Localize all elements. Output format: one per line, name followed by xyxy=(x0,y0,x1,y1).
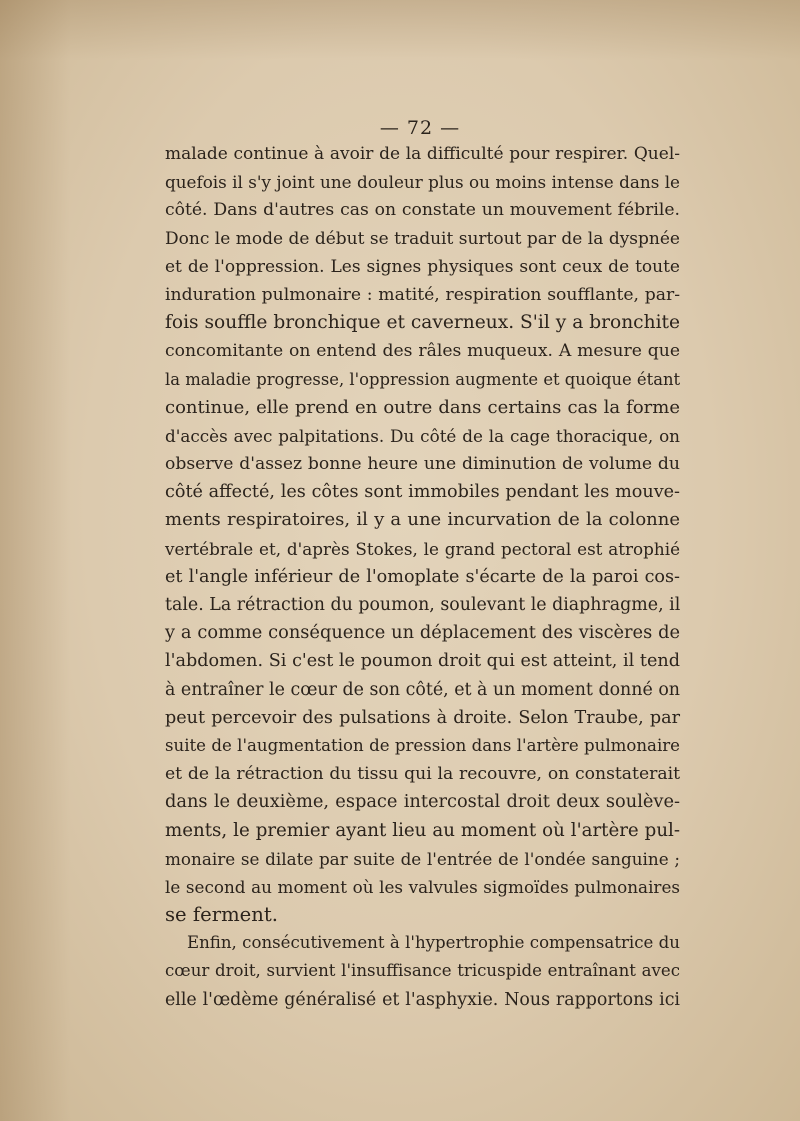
text-line: peut percevoir des pulsations à droite. Selon Traube, par xyxy=(165,707,680,728)
text-line: suite de l'augmentation de pression dans l'artère pulmonaire xyxy=(165,735,680,755)
text-line: la maladie progresse, l'oppression augmente et quoique étant xyxy=(165,369,681,389)
text-line: et l'angle inférieur de l'omoplate s'écarte de la paroi cos- xyxy=(165,566,680,587)
text-line: cœur droit, survient l'insuffisance tricuspide entraînant avec xyxy=(165,961,680,981)
text-line: concomitante on entend des râles muqueux. A mesure que xyxy=(165,341,680,362)
text-line-paragraph-end: se ferment. xyxy=(165,903,278,927)
text-line-paragraph-start: Enfin, consécutivement à l'hypertrophie compensatrice du xyxy=(187,933,680,953)
text-line: monaire se dilate par suite de l'entrée de l'ondée sanguine ; xyxy=(165,848,680,869)
body-text xyxy=(165,140,680,1014)
text-line: et de la rétraction du tissu qui la recouvre, on constaterait xyxy=(165,764,680,785)
text-line: y a comme conséquence un déplacement des viscères de xyxy=(165,622,680,644)
text-line: ments, le premier ayant lieu au moment où l'artère pul- xyxy=(165,819,680,841)
text-line: vertébrale et, d'après Stokes, le grand pectoral est atrophié xyxy=(165,538,680,559)
text-line: côté affecté, les côtes sont immobiles pendant les mouve- xyxy=(165,482,680,503)
text-line: d'accès avec palpitations. Du côté de la cage thoracique, on xyxy=(165,425,680,446)
text-line: côté. Dans d'autres cas on constate un mouvement fébrile. xyxy=(165,200,680,221)
text-line: elle l'œdème généralisé et l'asphyxie. Nous rapportons ici xyxy=(165,989,680,1010)
text-line: à entraîner le cœur de son côté, et à un moment donné on xyxy=(165,679,680,700)
text-line: malade continue à avoir de la difficulté pour respirer. Quel- xyxy=(165,144,680,164)
text-line: fois souffle bronchique et caverneux. S'il y a bronchite xyxy=(165,312,680,334)
text-line: quefois il s'y joint une douleur plus ou moins intense dans le xyxy=(165,172,680,193)
text-line: dans le deuxième, espace intercostal droit deux soulève- xyxy=(165,791,680,813)
page-edge-shadow-top xyxy=(0,0,800,60)
page-edge-shadow-left xyxy=(0,0,70,1121)
text-line: observe d'assez bonne heure une diminution de volume du xyxy=(165,454,680,475)
text-line: induration pulmonaire : matité, respiration soufflante, par- xyxy=(165,284,680,305)
text-line: et de l'oppression. Les signes physiques sont ceux de toute xyxy=(165,256,680,277)
text-line: ments respiratoires, il y a une incurvation de la colonne xyxy=(165,509,680,531)
text-line: Donc le mode de début se traduit surtout par de la dyspnée xyxy=(165,228,680,249)
text-line: le second au moment où les valvules sigmoïdes pulmonaires xyxy=(165,876,680,897)
page-number: — 72 — xyxy=(379,117,461,139)
text-line: l'abdomen. Si c'est le poumon droit qui est atteint, il tend xyxy=(165,651,680,672)
text-line: continue, elle prend en outre dans certains cas la forme xyxy=(165,396,680,418)
text-line: tale. La rétraction du poumon, soulevant le diaphragme, il xyxy=(165,595,681,615)
